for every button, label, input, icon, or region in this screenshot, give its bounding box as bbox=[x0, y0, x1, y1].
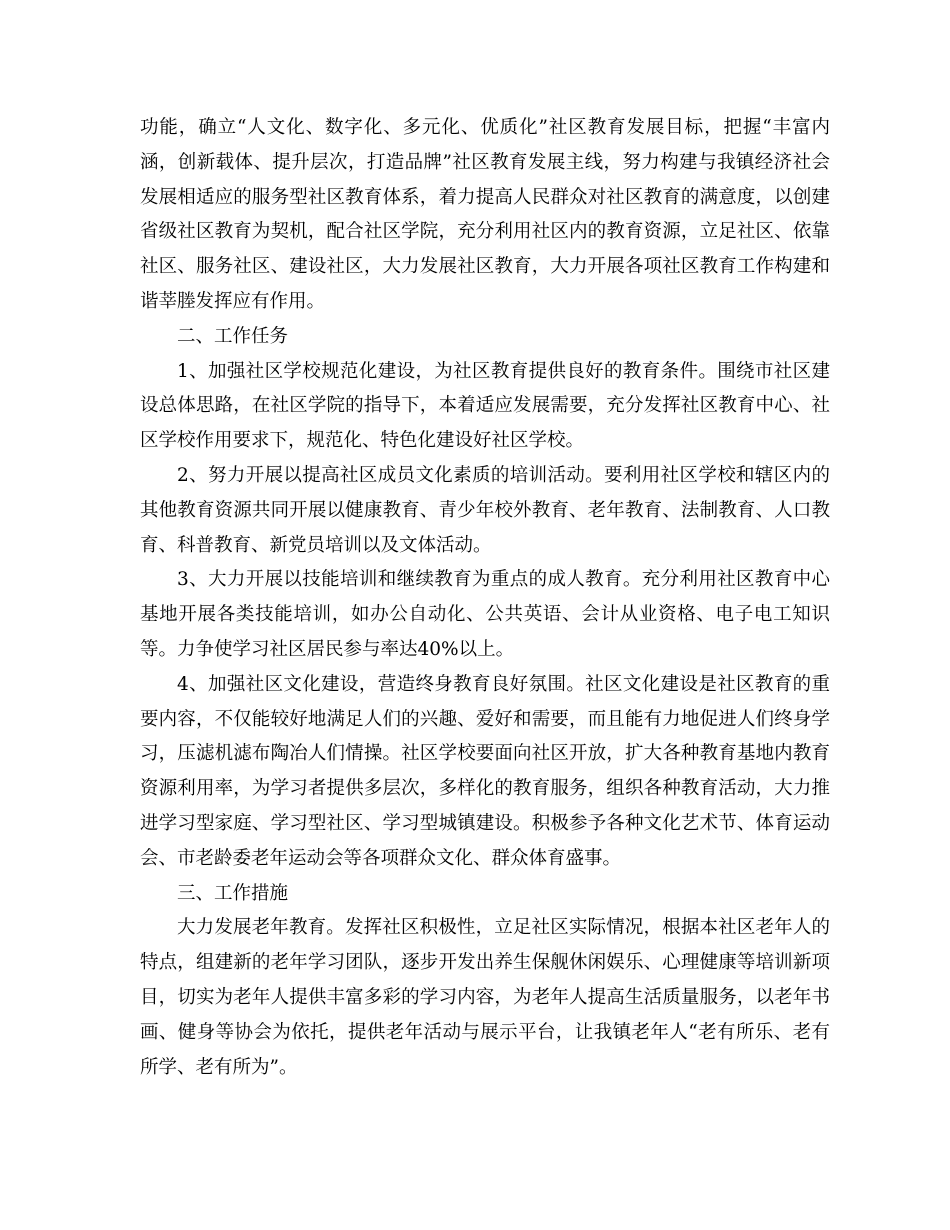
paragraph-task-3: 3、大力开展以技能培训和继续教育为重点的成人教育。充分利用社区教育中心基地开展各类技能培训，如办公自动化、公共英语、会计从业资格、电子电工知识等。力争使学习社区居民参与率达40%以上。 bbox=[140, 569, 830, 660]
document-body bbox=[140, 111, 830, 1085]
paragraph-task-1: 1、加强社区学校规范化建设，为社区教育提供良好的教育条件。围绕市社区建设总体思路，在社区学院的指导下，本着适应发展需要，充分发挥社区教育中心、社区学校作用要求下，规范化、特色化建设好社区学校。 bbox=[140, 360, 830, 452]
section-heading-tasks: 二、工作任务 bbox=[177, 325, 289, 347]
paragraph-intro-continued: 功能，确立“人文化、数字化、多元化、优质化”社区教育发展目标，把握“丰富内涵，创新载体、提升层次，打造品牌”社区教育发展主线，努力构建与我镇经济社会发展相适应的服务型社区教育体系，着力提高人民群众对社区教育的满意度，以创建省级社区教育为契机，配合社区学院，充分利用社区内的教育资源，立足社区、依靠社区、服务社区、建设社区，大力发展社区教育，大力开展各项社区教育工作构建和谐莘塍发挥应有作用。 bbox=[140, 117, 830, 312]
paragraph-task-4: 4、加强社区文化建设，营造终身教育良好氛围。社区文化建设是社区教育的重要内容，不仅能较好地满足人们的兴趣、爱好和需要，而且能有力地促进人们终身学习，压滤机滤布陶冶人们情操。社区学校要面向社区开放，扩大各种教育基地内教育资源利用率，为学习者提供多层次，多样化的教育服务，组织各种教育活动，大力推进学习型家庭、学习型社区、学习型城镇建设。积极参予各种文化艺术节、体育运动会、市老龄委老年运动会等各项群众文化、群众体育盛事。 bbox=[140, 673, 830, 869]
section-heading-measures: 三、工作措施 bbox=[177, 882, 289, 904]
paragraph-measures: 大力发展老年教育。发挥社区积极性，立足社区实际情况，根据本社区老年人的特点，组建新的老年学习团队，逐步开发出养生保舰休闲娱乐、心理健康等培训新项目，切实为老年人提供丰富多彩的学习内容，为老年人提高生活质量服务，以老年书画、健身等协会为依托，提供老年活动与展示平台，让我镇老年人“老有所乐、老有所学、老有所为”。 bbox=[140, 917, 830, 1078]
paragraph-task-2: 2、努力开展以提高社区成员文化素质的培训活动。要利用社区学校和辖区内的其他教育资源共同开展以健康教育、青少年校外教育、老年教育、法制教育、人口教育、科普教育、新党员培训以及文体活动。 bbox=[140, 464, 830, 556]
